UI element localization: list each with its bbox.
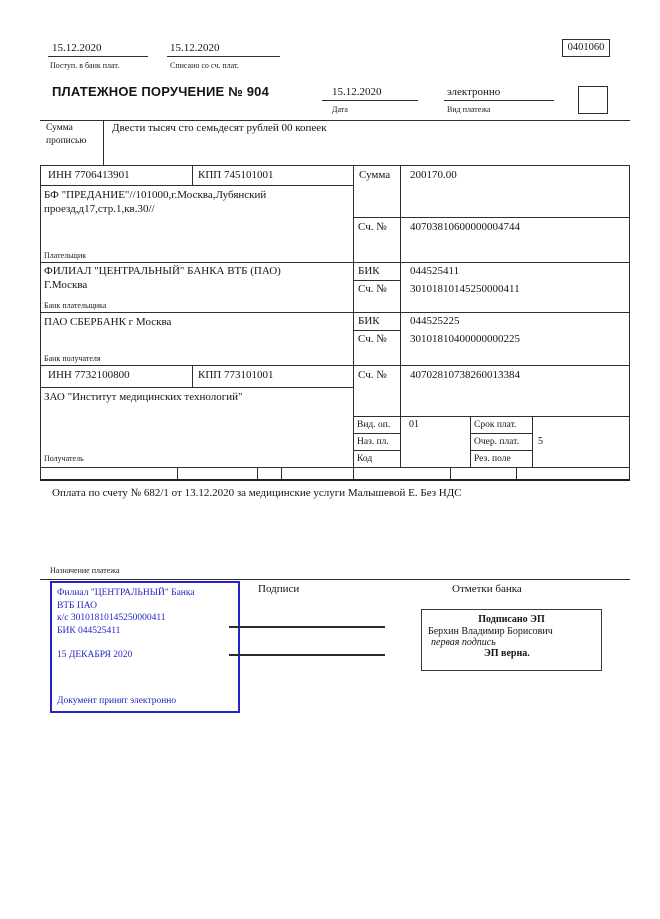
opgrid-top-line xyxy=(353,416,630,417)
payer-bank-name: ФИЛИАЛ "ЦЕНТРАЛЬНЫЙ" БАНКА ВТБ (ПАО) xyxy=(44,265,281,277)
payer-account-label: Сч. № xyxy=(358,221,387,233)
stamp-bank-line2: ВТБ ПАО xyxy=(57,600,97,611)
received-in-bank-date: 15.12.2020 xyxy=(52,42,102,54)
amount-words-divider xyxy=(103,120,104,165)
payee-name: ЗАО "Институт медицинских технологий" xyxy=(44,391,243,403)
ep-verified-text: ЭП верна. xyxy=(484,648,530,659)
payer-name-line1: БФ "ПРЕДАНИЕ"//101000,г.Москва,Лубянский xyxy=(44,189,267,201)
payment-purpose-text: Оплата по счету № 682/1 от 13.12.2020 за медицинские услуги Малышевой Е. Без НДС xyxy=(52,487,462,499)
opgrid-row2-line-a xyxy=(353,450,400,451)
opgrid-row2-line-b xyxy=(470,450,532,451)
payer-inn: ИНН 7706413901 xyxy=(48,169,130,181)
payer-bank-section-line xyxy=(40,312,630,313)
stamp-date: 15 ДЕКАБРЯ 2020 xyxy=(57,650,133,660)
signature-line-2 xyxy=(229,654,385,656)
stamp-bik: БИК 044525411 xyxy=(57,625,121,636)
payer-caption: Плательщик xyxy=(44,251,87,260)
sum-row-line xyxy=(353,217,630,218)
payer-kpp: КПП 745101001 xyxy=(198,169,274,181)
payee-bank-bik-label: БИК xyxy=(358,315,380,327)
payment-kind-underline xyxy=(444,100,554,101)
amount-words-label-2: прописью xyxy=(46,136,87,146)
table-left-border xyxy=(40,165,41,481)
payee-inn-row-line xyxy=(40,387,353,388)
payee-account-label: Сч. № xyxy=(358,369,387,381)
payee-bank-name: ПАО СБЕРБАНК г Москва xyxy=(44,316,172,328)
stamp-corr-account: к/с 30101810145250000411 xyxy=(57,613,166,623)
opgrid-col-divider-1 xyxy=(470,416,471,467)
payee-bank-account-label: Сч. № xyxy=(358,333,387,345)
amount-words-top-line xyxy=(40,120,630,121)
payer-bank-bik-line xyxy=(353,280,400,281)
date-label: Дата xyxy=(332,105,348,114)
payee-kpp: КПП 773101001 xyxy=(198,369,274,381)
opgrid-col-divider-2 xyxy=(532,416,533,467)
table-label-col-divider xyxy=(400,165,401,467)
document-date: 15.12.2020 xyxy=(332,86,382,98)
code-label: Код xyxy=(357,454,373,464)
payee-caption: Получатель xyxy=(44,454,84,463)
amount-words-label-1: Сумма xyxy=(46,123,73,133)
payer-bank-bik-label: БИК xyxy=(358,265,380,277)
payer-account: 40703810600000004744 xyxy=(410,221,520,233)
received-date-underline xyxy=(48,56,148,57)
signer-name: Берхин Владимир Борисович xyxy=(428,626,553,637)
signed-ep-title: Подписано ЭП xyxy=(478,614,545,625)
payer-bank-account: 30101810145250000411 xyxy=(410,283,520,295)
opgrid-row1-line-b xyxy=(470,433,532,434)
purpose-kind-label: Наз. пл. xyxy=(357,437,389,447)
table-top-border xyxy=(40,165,630,166)
op-kind-label: Вид. оп. xyxy=(357,420,391,430)
bank-acceptance-stamp xyxy=(50,581,240,713)
payer-inn-kpp-divider xyxy=(192,165,193,185)
payer-bank-bik: 044525411 xyxy=(410,265,460,277)
stamp-footer: Документ принят электронно xyxy=(57,695,177,706)
sum-label: Сумма xyxy=(359,169,391,181)
received-in-bank-label: Поступ. в банк плат. xyxy=(50,61,120,70)
payer-inn-row-line xyxy=(40,185,353,186)
amount-in-words: Двести тысяч сто семьдесят рублей 00 копеек xyxy=(112,122,327,134)
priority-label: Очер. плат. xyxy=(474,437,519,447)
form-code-box: 0401060 xyxy=(562,39,610,57)
date-underline xyxy=(322,100,418,101)
payer-bank-account-label: Сч. № xyxy=(358,283,387,295)
table-right-border xyxy=(629,165,630,481)
payer-bank-caption: Банк плательщика xyxy=(44,301,107,310)
reserve-field-label: Рез. поле xyxy=(474,454,511,464)
document-title: ПЛАТЕЖНОЕ ПОРУЧЕНИЕ № 904 xyxy=(52,84,270,99)
debited-date-underline xyxy=(167,56,280,57)
payee-bank-bik: 044525225 xyxy=(410,315,460,327)
payer-section-line xyxy=(40,262,630,263)
due-date-label: Срок плат. xyxy=(474,420,517,430)
payment-kind-value: электронно xyxy=(447,86,501,98)
payee-bank-account: 30101810400000000225 xyxy=(410,333,520,345)
payee-bank-caption: Банк получателя xyxy=(44,354,101,363)
payee-account: 40702810738260013384 xyxy=(410,369,520,381)
opgrid-row1-line-a xyxy=(353,433,400,434)
op-kind-value: 01 xyxy=(409,419,419,430)
debited-date: 15.12.2020 xyxy=(170,42,220,54)
electronic-signature-box xyxy=(421,609,602,671)
payee-bank-section-line xyxy=(40,365,630,366)
bank-marks-title: Отметки банка xyxy=(452,583,522,595)
table-bottom-border xyxy=(40,479,630,481)
payment-purpose-caption: Назначение платежа xyxy=(50,566,120,575)
stamp-bank-line1: Филиал "ЦЕНТРАЛЬНЫЙ" Банка xyxy=(57,588,195,598)
payer-bank-city: Г.Москва xyxy=(44,279,88,291)
payee-inn-kpp-divider xyxy=(192,365,193,387)
payee-bank-bik-line xyxy=(353,330,400,331)
purpose-underline xyxy=(40,579,630,580)
sum-value: 200170.00 xyxy=(410,169,457,181)
status-square-box xyxy=(578,86,608,114)
signature-kind: первая подпись xyxy=(431,637,496,648)
signature-line-1 xyxy=(229,626,385,628)
payee-bottom-line xyxy=(40,467,630,468)
debited-label: Списано со сч. плат. xyxy=(170,61,239,70)
payee-inn: ИНН 7732100800 xyxy=(48,369,130,381)
payer-name-line2: проезд,д17,стр.1,кв.30// xyxy=(44,203,155,215)
payment-kind-label: Вид платежа xyxy=(447,105,491,114)
priority-value: 5 xyxy=(538,436,543,447)
signatures-title: Подписи xyxy=(258,583,300,595)
